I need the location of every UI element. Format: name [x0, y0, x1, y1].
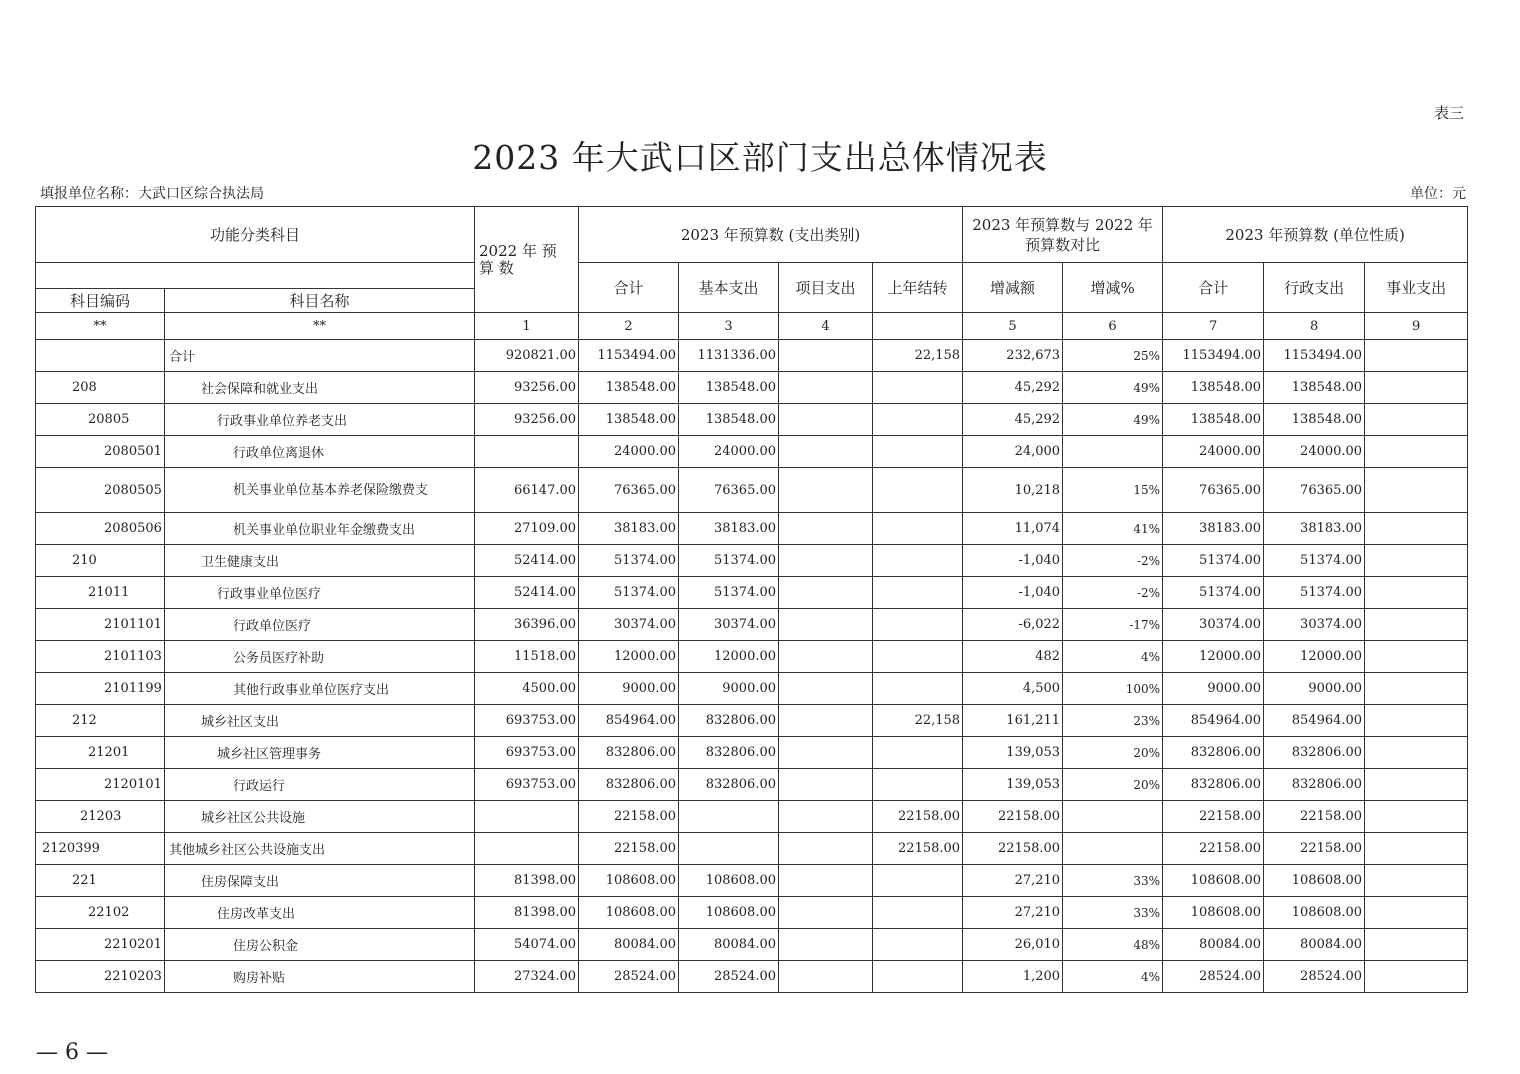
- cell-admin: 12000.00: [1264, 641, 1365, 673]
- header-func: 功能分类科目: [36, 207, 475, 263]
- cell-carry: 22,158: [873, 705, 963, 737]
- reporting-unit: 填报单位名称：大武口区综合执法局: [40, 186, 264, 202]
- cell-project: [779, 545, 873, 577]
- cell-admin: 854964.00: [1264, 705, 1365, 737]
- cell-pct: 15%: [1063, 468, 1163, 513]
- cell-t2: 38183.00: [1163, 513, 1264, 545]
- cell-total: 832806.00: [579, 769, 679, 801]
- table-row: [36, 372, 1468, 404]
- cell-pct: 4%: [1063, 641, 1163, 673]
- index-row: ** ** 1 2 3 4 5 6 7 8 9: [36, 313, 1468, 340]
- cell-admin: 1153494.00: [1264, 340, 1365, 372]
- cell-carry: 22,158: [873, 340, 963, 372]
- cell-total: 24000.00: [579, 436, 679, 468]
- cell-t2: 24000.00: [1163, 436, 1264, 468]
- cell-pct: 100%: [1063, 673, 1163, 705]
- cell-pub: [1365, 801, 1468, 833]
- cell-basic: 28524.00: [679, 961, 779, 993]
- cell-name: 公务员医疗补助: [165, 641, 475, 673]
- cell-pub: [1365, 897, 1468, 929]
- cell-basic: 108608.00: [679, 865, 779, 897]
- cell-b2022: [475, 801, 579, 833]
- cell-b2022: 81398.00: [475, 865, 579, 897]
- cell-basic: 832806.00: [679, 769, 779, 801]
- cell-total: 22158.00: [579, 833, 679, 865]
- cell-admin: 22158.00: [1264, 801, 1365, 833]
- cell-name: 卫生健康支出: [165, 545, 475, 577]
- cell-name: 行政运行: [165, 769, 475, 801]
- cell-t2: 138548.00: [1163, 372, 1264, 404]
- cell-project: [779, 609, 873, 641]
- header-total2: 合计: [1163, 263, 1264, 313]
- cell-change: 139,053: [963, 737, 1063, 769]
- cell-change: -1,040: [963, 577, 1063, 609]
- cell-t2: 12000.00: [1163, 641, 1264, 673]
- cell-pub: [1365, 641, 1468, 673]
- cell-pub: [1365, 577, 1468, 609]
- cell-change: 232,673: [963, 340, 1063, 372]
- cell-b2022: [475, 436, 579, 468]
- cell-carry: [873, 436, 963, 468]
- cell-change: -6,022: [963, 609, 1063, 641]
- table-row: [36, 545, 1468, 577]
- cell-pub: [1365, 436, 1468, 468]
- cell-b2022: 36396.00: [475, 609, 579, 641]
- cell-admin: 832806.00: [1264, 737, 1365, 769]
- cell-t2: 832806.00: [1163, 769, 1264, 801]
- cell-pub: [1365, 865, 1468, 897]
- cell-project: [779, 436, 873, 468]
- table-row: [36, 705, 1468, 737]
- cell-t2: 854964.00: [1163, 705, 1264, 737]
- cell-project: [779, 769, 873, 801]
- cell-code: 210: [36, 545, 165, 577]
- cell-code: 2080501: [36, 436, 165, 468]
- cell-name: 城乡社区支出: [165, 705, 475, 737]
- cell-project: [779, 929, 873, 961]
- cell-name: 行政单位离退休: [165, 436, 475, 468]
- cell-b2022: 920821.00: [475, 340, 579, 372]
- cell-change: 27,210: [963, 897, 1063, 929]
- header-group-type: 2023 年预算数 (支出类别): [579, 207, 963, 263]
- cell-basic: 24000.00: [679, 436, 779, 468]
- cell-pct: -2%: [1063, 545, 1163, 577]
- table-row: [36, 769, 1468, 801]
- cell-project: [779, 340, 873, 372]
- cell-name: 社会保障和就业支出: [165, 372, 475, 404]
- cell-code: 21011: [36, 577, 165, 609]
- header-total: 合计: [579, 263, 679, 313]
- cell-b2022: 93256.00: [475, 372, 579, 404]
- cell-code: 2120101: [36, 769, 165, 801]
- cell-project: [779, 468, 873, 513]
- cell-t2: 28524.00: [1163, 961, 1264, 993]
- cell-admin: 76365.00: [1264, 468, 1365, 513]
- cell-change: 45,292: [963, 404, 1063, 436]
- cell-basic: 832806.00: [679, 737, 779, 769]
- cell-admin: 51374.00: [1264, 577, 1365, 609]
- cell-carry: [873, 513, 963, 545]
- cell-pub: [1365, 737, 1468, 769]
- header-name: 科目名称: [165, 289, 475, 313]
- cell-t2: 51374.00: [1163, 577, 1264, 609]
- expenditure-table: [35, 206, 1468, 993]
- table-row: [36, 897, 1468, 929]
- cell-carry: [873, 865, 963, 897]
- cell-change: 482: [963, 641, 1063, 673]
- cell-carry: [873, 609, 963, 641]
- cell-b2022: 4500.00: [475, 673, 579, 705]
- cell-admin: 138548.00: [1264, 404, 1365, 436]
- cell-basic: 9000.00: [679, 673, 779, 705]
- cell-total: 138548.00: [579, 372, 679, 404]
- cell-name: 行政事业单位医疗: [165, 577, 475, 609]
- cell-code: 212: [36, 705, 165, 737]
- cell-admin: 108608.00: [1264, 897, 1365, 929]
- header-group-compare: 2023 年预算数与 2022 年 预算数对比: [963, 207, 1163, 263]
- cell-project: [779, 705, 873, 737]
- cell-b2022: [475, 833, 579, 865]
- cell-total: 38183.00: [579, 513, 679, 545]
- cell-admin: 138548.00: [1264, 372, 1365, 404]
- cell-carry: [873, 404, 963, 436]
- cell-pct: 48%: [1063, 929, 1163, 961]
- cell-admin: 51374.00: [1264, 545, 1365, 577]
- cell-b2022: 52414.00: [475, 545, 579, 577]
- cell-change: 139,053: [963, 769, 1063, 801]
- cell-change: 22158.00: [963, 833, 1063, 865]
- table-tag: 表三: [1433, 104, 1464, 122]
- cell-carry: [873, 769, 963, 801]
- cell-t2: 30374.00: [1163, 609, 1264, 641]
- cell-b2022: 81398.00: [475, 897, 579, 929]
- cell-total: 108608.00: [579, 897, 679, 929]
- cell-change: -1,040: [963, 545, 1063, 577]
- cell-change: 10,218: [963, 468, 1063, 513]
- cell-carry: [873, 577, 963, 609]
- cell-admin: 108608.00: [1264, 865, 1365, 897]
- page-title: 2023 年大武口区部门支出总体情况表: [472, 138, 1048, 177]
- cell-name: 购房补贴: [165, 961, 475, 993]
- cell-total: 12000.00: [579, 641, 679, 673]
- cell-name: 住房保障支出: [165, 865, 475, 897]
- cell-carry: [873, 673, 963, 705]
- cell-basic: 30374.00: [679, 609, 779, 641]
- table-row: [36, 673, 1468, 705]
- cell-admin: 30374.00: [1264, 609, 1365, 641]
- cell-project: [779, 513, 873, 545]
- cell-pub: [1365, 372, 1468, 404]
- cell-carry: 22158.00: [873, 801, 963, 833]
- cell-t2: 76365.00: [1163, 468, 1264, 513]
- cell-basic: 51374.00: [679, 545, 779, 577]
- cell-code: 22102: [36, 897, 165, 929]
- table-row: [36, 577, 1468, 609]
- table-row: [36, 801, 1468, 833]
- cell-pct: 33%: [1063, 897, 1163, 929]
- cell-name: 行政单位医疗: [165, 609, 475, 641]
- cell-code: 2080506: [36, 513, 165, 545]
- header-change: 增减额: [963, 263, 1063, 313]
- cell-admin: 80084.00: [1264, 929, 1365, 961]
- cell-code: 2101199: [36, 673, 165, 705]
- table-row: [36, 513, 1468, 545]
- cell-change: 4,500: [963, 673, 1063, 705]
- cell-pub: [1365, 833, 1468, 865]
- cell-t2: 22158.00: [1163, 833, 1264, 865]
- cell-code: 208: [36, 372, 165, 404]
- page-number: — 6 —: [36, 1040, 108, 1065]
- cell-pub: [1365, 769, 1468, 801]
- cell-t2: 832806.00: [1163, 737, 1264, 769]
- cell-basic: 76365.00: [679, 468, 779, 513]
- cell-code: 20805: [36, 404, 165, 436]
- cell-admin: 832806.00: [1264, 769, 1365, 801]
- table-row: [36, 641, 1468, 673]
- cell-b2022: 52414.00: [475, 577, 579, 609]
- cell-code: 2101101: [36, 609, 165, 641]
- cell-b2022: 693753.00: [475, 705, 579, 737]
- cell-carry: [873, 929, 963, 961]
- cell-carry: [873, 737, 963, 769]
- cell-admin: 22158.00: [1264, 833, 1365, 865]
- cell-total: 30374.00: [579, 609, 679, 641]
- cell-basic: 138548.00: [679, 404, 779, 436]
- cell-project: [779, 737, 873, 769]
- cell-t2: 9000.00: [1163, 673, 1264, 705]
- header-admin: 行政支出: [1264, 263, 1365, 313]
- cell-total: 28524.00: [579, 961, 679, 993]
- cell-change: 27,210: [963, 865, 1063, 897]
- cell-pct: -17%: [1063, 609, 1163, 641]
- cell-pct: 49%: [1063, 404, 1163, 436]
- cell-change: 11,074: [963, 513, 1063, 545]
- cell-code: 2080505: [36, 468, 165, 513]
- cell-code: 21203: [36, 801, 165, 833]
- header-budget2022: 2022 年 预 算 数: [475, 207, 579, 313]
- cell-change: 1,200: [963, 961, 1063, 993]
- cell-t2: 51374.00: [1163, 545, 1264, 577]
- cell-total: 51374.00: [579, 577, 679, 609]
- cell-t2: 138548.00: [1163, 404, 1264, 436]
- header-group-unit: 2023 年预算数 (单位性质): [1163, 207, 1468, 263]
- cell-carry: [873, 468, 963, 513]
- cell-name: 机关事业单位职业年金缴费支出: [165, 513, 475, 545]
- header-code: 科目编码: [36, 289, 165, 313]
- cell-pct: 33%: [1063, 865, 1163, 897]
- table-row: [36, 468, 1468, 513]
- cell-basic: 51374.00: [679, 577, 779, 609]
- table-row: [36, 961, 1468, 993]
- cell-basic: 80084.00: [679, 929, 779, 961]
- cell-carry: [873, 897, 963, 929]
- cell-basic: 832806.00: [679, 705, 779, 737]
- cell-pub: [1365, 609, 1468, 641]
- cell-project: [779, 372, 873, 404]
- cell-pub: [1365, 513, 1468, 545]
- cell-code: 2101103: [36, 641, 165, 673]
- cell-change: 24,000: [963, 436, 1063, 468]
- cell-b2022: 27324.00: [475, 961, 579, 993]
- cell-project: [779, 404, 873, 436]
- header-change-pct: 增减%: [1063, 263, 1163, 313]
- header-basic: 基本支出: [679, 263, 779, 313]
- cell-b2022: 11518.00: [475, 641, 579, 673]
- cell-total: 1153494.00: [579, 340, 679, 372]
- currency-unit: 单位：元: [1410, 186, 1466, 202]
- cell-pct: 4%: [1063, 961, 1163, 993]
- cell-project: [779, 577, 873, 609]
- cell-pub: [1365, 340, 1468, 372]
- cell-carry: [873, 372, 963, 404]
- cell-total: 76365.00: [579, 468, 679, 513]
- cell-code: [36, 340, 165, 372]
- cell-change: 22158.00: [963, 801, 1063, 833]
- cell-pct: [1063, 436, 1163, 468]
- cell-project: [779, 897, 873, 929]
- cell-total: 138548.00: [579, 404, 679, 436]
- cell-b2022: 66147.00: [475, 468, 579, 513]
- cell-carry: 22158.00: [873, 833, 963, 865]
- cell-project: [779, 673, 873, 705]
- cell-code: 2210203: [36, 961, 165, 993]
- cell-total: 832806.00: [579, 737, 679, 769]
- cell-name: 行政事业单位养老支出: [165, 404, 475, 436]
- cell-pct: [1063, 801, 1163, 833]
- cell-t2: 108608.00: [1163, 897, 1264, 929]
- cell-pct: 49%: [1063, 372, 1163, 404]
- cell-basic: [679, 833, 779, 865]
- table-row: [36, 340, 1468, 372]
- cell-basic: 38183.00: [679, 513, 779, 545]
- cell-project: [779, 865, 873, 897]
- cell-admin: 28524.00: [1264, 961, 1365, 993]
- cell-total: 108608.00: [579, 865, 679, 897]
- cell-t2: 22158.00: [1163, 801, 1264, 833]
- cell-name: 住房改革支出: [165, 897, 475, 929]
- table-row: [36, 865, 1468, 897]
- cell-t2: 1153494.00: [1163, 340, 1264, 372]
- cell-name: 其他城乡社区公共设施支出: [165, 833, 475, 865]
- cell-basic: [679, 801, 779, 833]
- cell-pub: [1365, 468, 1468, 513]
- cell-name: 合计: [165, 340, 475, 372]
- cell-name: 机关事业单位基本养老保险缴费支: [165, 468, 475, 513]
- cell-b2022: 693753.00: [475, 737, 579, 769]
- cell-pub: [1365, 545, 1468, 577]
- cell-admin: 38183.00: [1264, 513, 1365, 545]
- cell-total: 9000.00: [579, 673, 679, 705]
- cell-name: 住房公积金: [165, 929, 475, 961]
- cell-pct: 20%: [1063, 769, 1163, 801]
- cell-pct: 23%: [1063, 705, 1163, 737]
- cell-carry: [873, 641, 963, 673]
- cell-basic: 12000.00: [679, 641, 779, 673]
- cell-b2022: 693753.00: [475, 769, 579, 801]
- header-public: 事业支出: [1365, 263, 1468, 313]
- header-carry: 上年结转: [873, 263, 963, 313]
- cell-total: 51374.00: [579, 545, 679, 577]
- header-project: 项目支出: [779, 263, 873, 313]
- table-row: [36, 436, 1468, 468]
- cell-name: 城乡社区管理事务: [165, 737, 475, 769]
- cell-code: 21201: [36, 737, 165, 769]
- cell-basic: 108608.00: [679, 897, 779, 929]
- cell-project: [779, 961, 873, 993]
- cell-change: 26,010: [963, 929, 1063, 961]
- cell-pub: [1365, 961, 1468, 993]
- table-row: [36, 833, 1468, 865]
- cell-admin: 9000.00: [1264, 673, 1365, 705]
- cell-code: 2120399: [36, 833, 165, 865]
- cell-basic: 138548.00: [679, 372, 779, 404]
- table-row: [36, 609, 1468, 641]
- cell-basic: 1131336.00: [679, 340, 779, 372]
- table-row: [36, 404, 1468, 436]
- cell-code: 221: [36, 865, 165, 897]
- table-row: [36, 737, 1468, 769]
- cell-total: 22158.00: [579, 801, 679, 833]
- cell-b2022: 27109.00: [475, 513, 579, 545]
- cell-pub: [1365, 705, 1468, 737]
- cell-pub: [1365, 929, 1468, 961]
- cell-pub: [1365, 404, 1468, 436]
- cell-change: 161,211: [963, 705, 1063, 737]
- cell-t2: 108608.00: [1163, 865, 1264, 897]
- cell-project: [779, 801, 873, 833]
- cell-pct: [1063, 833, 1163, 865]
- cell-pct: -2%: [1063, 577, 1163, 609]
- cell-t2: 80084.00: [1163, 929, 1264, 961]
- cell-total: 80084.00: [579, 929, 679, 961]
- cell-carry: [873, 545, 963, 577]
- table-row: [36, 929, 1468, 961]
- cell-project: [779, 641, 873, 673]
- cell-pct: 41%: [1063, 513, 1163, 545]
- cell-name: 其他行政事业单位医疗支出: [165, 673, 475, 705]
- cell-b2022: 54074.00: [475, 929, 579, 961]
- cell-carry: [873, 961, 963, 993]
- cell-pct: 25%: [1063, 340, 1163, 372]
- cell-change: 45,292: [963, 372, 1063, 404]
- cell-code: 2210201: [36, 929, 165, 961]
- cell-b2022: 93256.00: [475, 404, 579, 436]
- cell-total: 854964.00: [579, 705, 679, 737]
- cell-pct: 20%: [1063, 737, 1163, 769]
- cell-pub: [1365, 673, 1468, 705]
- cell-project: [779, 833, 873, 865]
- cell-name: 城乡社区公共设施: [165, 801, 475, 833]
- cell-admin: 24000.00: [1264, 436, 1365, 468]
